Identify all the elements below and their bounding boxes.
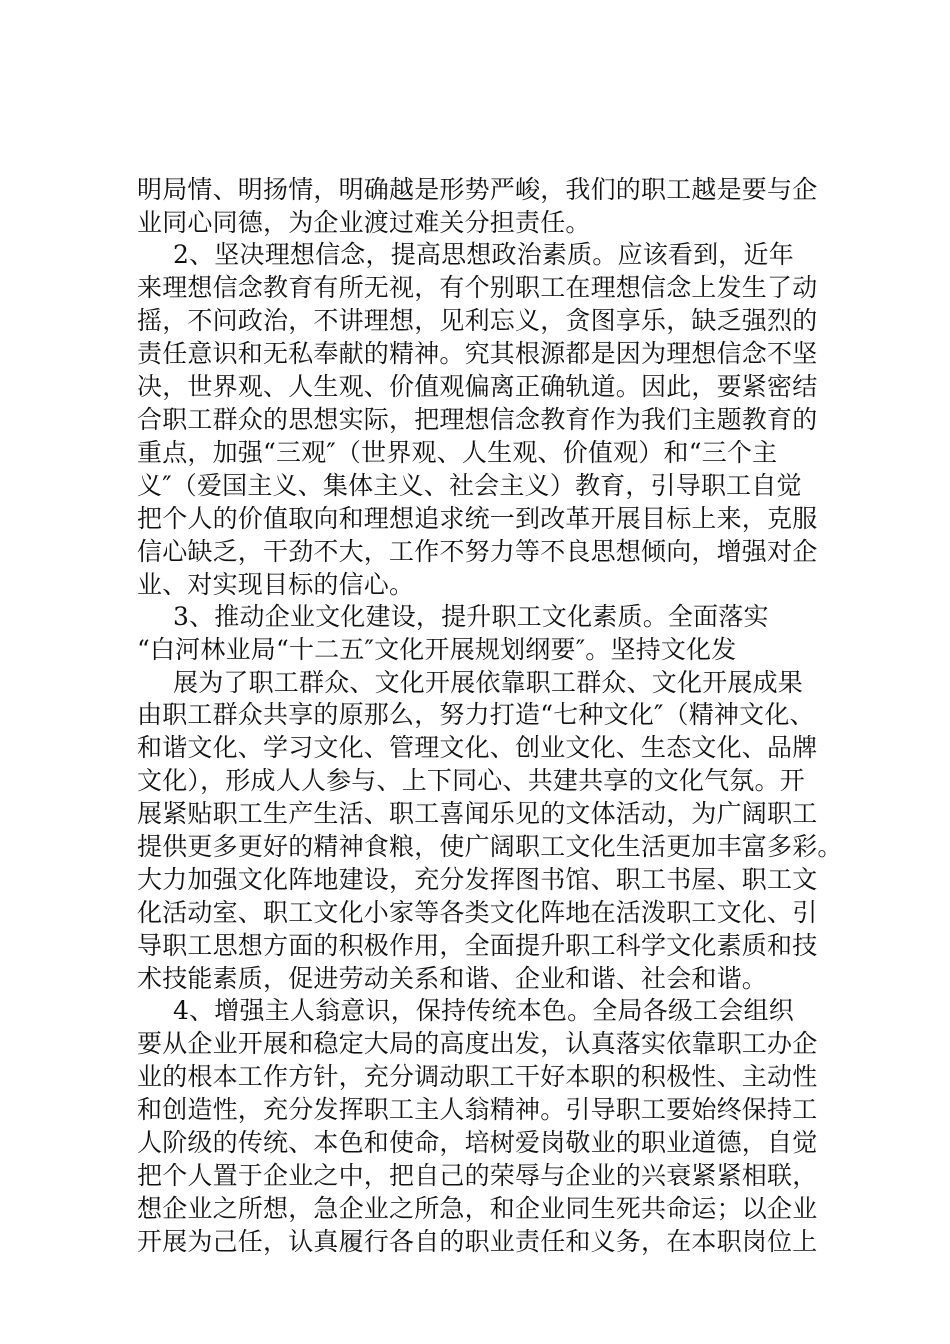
text-line: 导职工思想方面的积极作用，全面提升职工科学文化素质和技	[137, 931, 818, 960]
text-line: 业的根本工作方针，充分调动职工干好本职的积极性、主动性	[137, 1062, 818, 1091]
text-line: “白河林业局“十二五″文化开展规划纲要″。坚持文化发	[137, 635, 737, 664]
text-line: 业、对实现目标的信心。	[137, 570, 415, 599]
text-line: 术技能素质，促进劳动关系和谐、企业和谐、社会和谐。	[137, 964, 768, 993]
text-line: 人阶级的传统、本色和使命，培树爱岗敬业的职业道德，自觉	[137, 1128, 818, 1157]
paragraph-3-start: 3、推动企业文化建设，提升职工文化素质。全面落实	[173, 602, 769, 631]
text-line: 化活动室、职工文化小家等各类文化阵地在活泼职工文化、引	[137, 898, 818, 927]
text-line: 责任意识和无私奉献的精神。究其根源都是因为理想信念不坚	[137, 339, 818, 368]
text-line: 开展为己任，认真履行各自的职业责任和义务，在本职岗位上	[137, 1227, 818, 1256]
text-line: 明局情、明扬情，明确越是形势严峻，我们的职工越是要与企	[137, 175, 818, 204]
text-line: 摇，不问政治，不讲理想，见利忘义，贪图享乐，缺乏强烈的	[137, 306, 818, 335]
text-line: 把个人的价值取向和理想追求统一到改革开展目标上来，克服	[137, 504, 818, 533]
text-line: 展紧贴职工生产生活、职工喜闻乐见的文体活动，为广阔职工	[137, 799, 818, 828]
text-line: 和创造性，充分发挥职工主人翁精神。引导职工要始终保持工	[137, 1095, 818, 1124]
text-line: 想企业之所想，急企业之所急，和企业同生死共命运；以企业	[137, 1194, 818, 1223]
paragraph-2-start: 2、坚决理想信念，提高思想政治素质。应该看到，近年	[173, 240, 794, 269]
text-line: 业同心同德，为企业渡过难关分担责任。	[137, 208, 591, 237]
text-line: 重点，加强“三观″（世界观、人生观、价值观）和“三个主	[137, 438, 778, 467]
text-line: 来理想信念教育有所无视，有个别职工在理想信念上发生了动	[137, 273, 818, 302]
text-line: 决，世界观、人生观、价值观偏离正确轨道。因此，要紧密结	[137, 372, 818, 401]
text-line: 大力加强文化阵地建设，充分发挥图书馆、职工书屋、职工文	[137, 865, 818, 894]
text-line: 和谐文化、学习文化、管理文化、创业文化、生态文化、品牌	[137, 733, 818, 762]
text-line: 文化），形成人人参与、上下同心、共建共享的文化气氛。开	[137, 766, 805, 795]
text-line: 展为了职工群众、文化开展依靠职工群众、文化开展成果	[173, 668, 804, 697]
paragraph-4-start: 4、增强主人翁意识，保持传统本色。全局各级工会组织	[173, 996, 794, 1025]
text-line: 把个人置于企业之中，把自己的荣辱与企业的兴衰紧紧相联，	[137, 1161, 818, 1190]
text-line: 信心缺乏，干劲不大，工作不努力等不良思想倾向，增强对企	[137, 537, 818, 566]
text-line: 提供更多更好的精神食粮，使广阔职工文化生活更加丰富多彩。	[137, 832, 843, 861]
text-line: 要从企业开展和稳定大局的高度出发，认真落实依靠职工办企	[137, 1029, 818, 1058]
text-line: 义″（爱国主义、集体主义、社会主义）教育，引导职工自觉	[137, 471, 802, 500]
text-line: 由职工群众共享的原那么，努力打造“七种文化″（精神文化、	[137, 700, 815, 729]
text-line: 合职工群众的思想实际，把理想信念教育作为我们主题教育的	[137, 405, 818, 434]
